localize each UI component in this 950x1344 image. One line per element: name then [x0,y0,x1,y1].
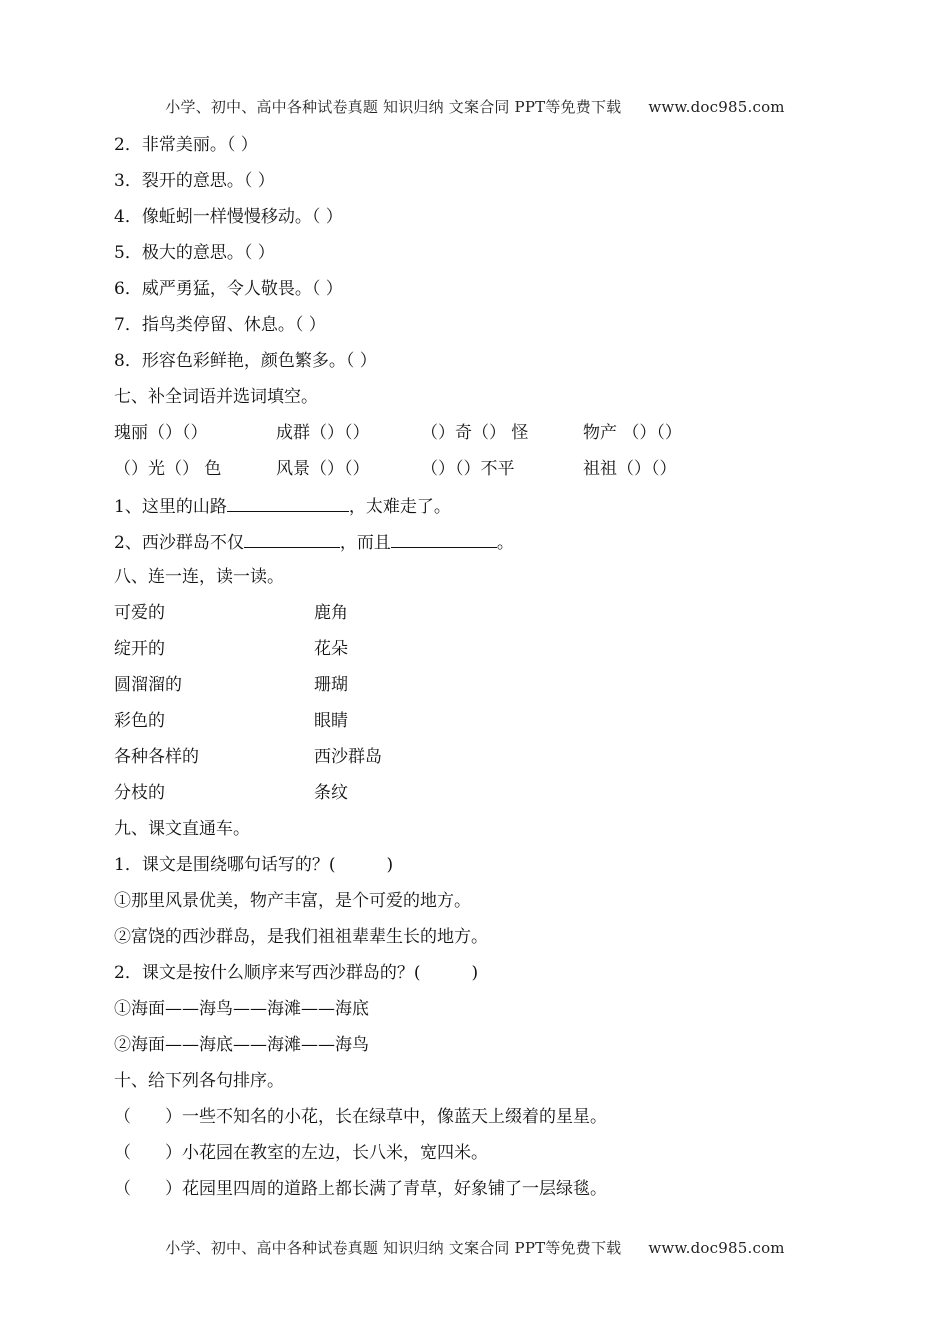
match-row [114,743,854,779]
match-right: 西沙群岛 [314,747,382,767]
match-right: 鹿角 [314,603,348,623]
s6-item: 3．裂开的意思。（ ） [114,171,275,191]
s9-q2-option: ②海面——海底——海滩——海鸟 [114,1035,369,1055]
s7-q1-pre: 1、这里的山路 [114,497,227,517]
header-site: www.doc985.com [648,98,785,116]
worksheet-content [114,131,854,1211]
s9-q1-option: ①那里风景优美，物产丰富，是个可爱的地方。 [114,891,471,911]
s7-word: 风景（）（） [276,459,370,479]
match-left: 绽开的 [114,639,165,659]
section9-title: 九、课文直通车。 [114,819,250,839]
s9-question-1: 1．课文是围绕哪句话写的？( ) [114,855,394,875]
answer-blank[interactable] [391,527,497,548]
s7-word: （）光（） 色 [114,459,222,479]
match-left: 可爱的 [114,603,165,623]
section8-title: 八、连一连，读一读。 [114,567,284,587]
s7-word-row-1 [114,419,854,455]
match-left: 圆溜溜的 [114,675,182,695]
match-row [114,707,854,743]
match-right: 珊瑚 [314,675,348,695]
page-footer [0,1237,950,1258]
match-right: 条纹 [314,783,348,803]
match-right: 花朵 [314,639,348,659]
s6-item: 7．指鸟类停留、休息。（ ） [114,315,326,335]
match-left: 彩色的 [114,711,165,731]
match-row [114,671,854,707]
s7-q2-post: 。 [496,533,514,553]
s6-item: 2．非常美丽。（ ） [114,135,258,155]
footer-site: www.doc985.com [648,1239,785,1257]
s7-word-row-2 [114,455,854,491]
match-row [114,635,854,671]
match-right: 眼睛 [314,711,348,731]
s6-item: 5．极大的意思。（ ） [114,243,275,263]
s9-q1-option: ②富饶的西沙群岛，是我们祖祖辈辈生长的地方。 [114,927,488,947]
footer-text: 小学、初中、高中各种试卷真题 知识归纳 文案合同 PPT等免费下载 [165,1239,622,1257]
s6-item: 8．形容色彩鲜艳，颜色繁多。（ ） [114,351,377,371]
answer-blank[interactable] [227,491,349,512]
match-row [114,779,854,815]
s7-fill-q2 [114,527,854,563]
s7-fill-q1 [114,491,854,527]
s9-q2-option: ①海面——海鸟——海滩——海底 [114,999,369,1019]
s7-q2-pre: 2、西沙群岛不仅 [114,533,244,553]
section7-title: 七、补全词语并选词填空。 [114,387,318,407]
match-left: 各种各样的 [114,747,199,767]
s7-word: 物产 （）（） [583,423,682,443]
s7-word: 成群（）（） [276,423,370,443]
s9-question-2: 2．课文是按什么顺序来写西沙群岛的？( ) [114,963,479,983]
s7-q2-mid: ，而且 [339,533,391,553]
s10-item: （ ）花园里四周的道路上都长满了青草，好象铺了一层绿毯。 [114,1179,607,1199]
s7-word: （）奇（） 怪 [421,423,529,443]
answer-blank[interactable] [244,527,340,548]
s10-item: （ ）一些不知名的小花，长在绿草中，像蓝天上缀着的星星。 [114,1107,607,1127]
section10-title: 十、给下列各句排序。 [114,1071,284,1091]
match-row [114,599,854,635]
s7-word: 祖祖（）（） [583,459,677,479]
s6-item: 4．像蚯蚓一样慢慢移动。（ ） [114,207,343,227]
s10-item: （ ）小花园在教室的左边，长八米，宽四米。 [114,1143,488,1163]
s7-q1-post: ，太难走了。 [348,497,451,517]
s7-word: 瑰丽（）（） [114,423,208,443]
match-left: 分枝的 [114,783,165,803]
page-header [0,96,950,117]
s7-word: （）（）不平 [421,459,515,479]
header-text: 小学、初中、高中各种试卷真题 知识归纳 文案合同 PPT等免费下载 [165,98,622,116]
s6-item: 6．威严勇猛，令人敬畏。（ ） [114,279,343,299]
